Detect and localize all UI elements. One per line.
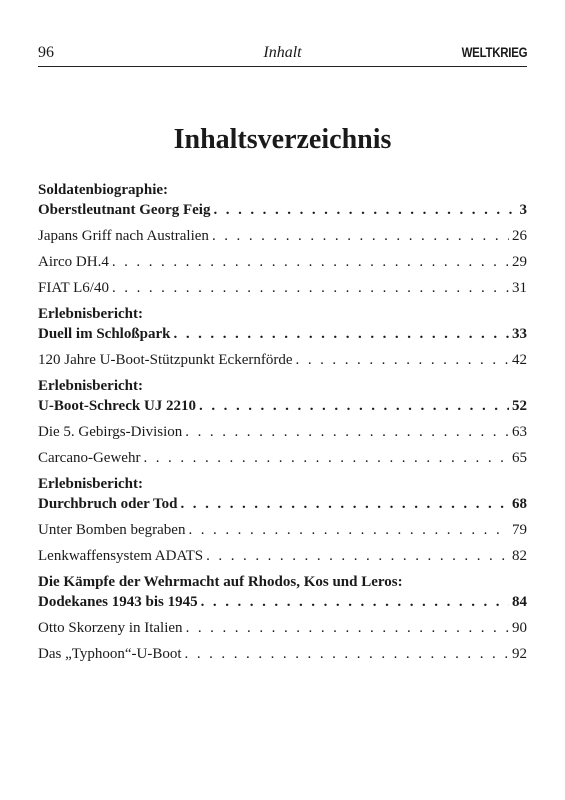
toc-entry-page: 90 bbox=[512, 620, 527, 636]
toc-entry-kicker: Soldatenbiographie: bbox=[38, 182, 169, 198]
toc-entry bbox=[38, 350, 527, 370]
dot-leader bbox=[186, 618, 509, 638]
toc-entry-page: 26 bbox=[512, 228, 527, 244]
toc-entry bbox=[38, 520, 527, 540]
toc-entry bbox=[38, 448, 527, 468]
toc-line bbox=[38, 644, 527, 664]
toc-entry-page: 42 bbox=[512, 352, 527, 368]
toc-line bbox=[38, 592, 527, 612]
toc-entry bbox=[38, 180, 527, 220]
dot-leader bbox=[206, 546, 509, 566]
toc-entry-page: 84 bbox=[512, 594, 527, 610]
toc-entry bbox=[38, 252, 527, 272]
dot-leader bbox=[188, 520, 509, 540]
dot-leader bbox=[185, 644, 509, 664]
toc-entry bbox=[38, 618, 527, 638]
dot-leader bbox=[185, 422, 509, 442]
dot-leader bbox=[199, 396, 509, 416]
toc-line bbox=[38, 520, 527, 540]
toc-entry-kicker: Erlebnisbericht: bbox=[38, 378, 143, 394]
toc-entry-page: 68 bbox=[512, 496, 527, 512]
toc-entry-title: Otto Skorzeny in Italien bbox=[38, 620, 183, 636]
toc-entry-title: Unter Bomben begraben bbox=[38, 522, 186, 538]
toc-entry-page: 82 bbox=[512, 548, 527, 564]
toc-entry bbox=[38, 474, 527, 514]
toc-line bbox=[38, 494, 527, 514]
toc-entry-title: Oberstleutnant Georg Feig bbox=[38, 202, 211, 218]
toc-line bbox=[38, 278, 527, 298]
toc-entry bbox=[38, 422, 527, 442]
dot-leader bbox=[143, 448, 509, 468]
magazine-name: WELTKRIEG bbox=[461, 45, 527, 60]
toc-line bbox=[38, 200, 527, 220]
toc-entry-page: 3 bbox=[519, 202, 527, 218]
toc-entry bbox=[38, 304, 527, 344]
toc-line bbox=[38, 396, 527, 416]
toc-entry-title: Duell im Schloßpark bbox=[38, 326, 171, 342]
toc-entry-page: 29 bbox=[512, 254, 527, 270]
dot-leader bbox=[112, 278, 509, 298]
toc-entry-title: Die 5. Gebirgs-Division bbox=[38, 424, 183, 440]
toc-entry-page: 52 bbox=[512, 398, 527, 414]
toc-entry-page: 31 bbox=[512, 280, 527, 296]
toc-line bbox=[38, 422, 527, 442]
toc-entry bbox=[38, 376, 527, 416]
running-header bbox=[38, 42, 527, 67]
toc-line bbox=[38, 252, 527, 272]
toc-entry-page: 33 bbox=[512, 326, 527, 342]
dot-leader bbox=[296, 350, 509, 370]
toc-entry-title: Lenkwaffensystem ADATS bbox=[38, 548, 204, 564]
dot-leader bbox=[212, 226, 509, 246]
toc-entry-page: 63 bbox=[512, 424, 527, 440]
toc-entry bbox=[38, 572, 527, 612]
toc-entry-title: Carcano-Gewehr bbox=[38, 450, 141, 466]
page-number: 96 bbox=[38, 44, 54, 61]
toc-entry-page: 79 bbox=[512, 522, 527, 538]
toc-entry-title: U-Boot-Schreck UJ 2210 bbox=[38, 398, 197, 414]
toc-entry bbox=[38, 226, 527, 246]
toc-line bbox=[38, 324, 527, 344]
toc-entry-title: Japans Griff nach Australien bbox=[38, 228, 209, 244]
toc-entry bbox=[38, 546, 527, 566]
toc-entry-title: FIAT L6/40 bbox=[38, 280, 109, 296]
toc-entry-title: 120 Jahre U-Boot-Stützpunkt Eckernförde bbox=[38, 352, 293, 368]
toc-entry bbox=[38, 278, 527, 298]
table-of-contents bbox=[38, 180, 527, 670]
toc-entry-title: Airco DH.4 bbox=[38, 254, 109, 270]
section-title: Inhalt bbox=[263, 44, 302, 61]
toc-entry-kicker: Erlebnisbericht: bbox=[38, 306, 143, 322]
toc-entry-kicker: Erlebnisbericht: bbox=[38, 476, 143, 492]
dot-leader bbox=[174, 324, 509, 344]
toc-line bbox=[38, 448, 527, 468]
dot-leader bbox=[181, 494, 510, 514]
toc-entry-title: Das „Typhoon“-U-Boot bbox=[38, 646, 182, 662]
toc-entry-title: Durchbruch oder Tod bbox=[38, 496, 178, 512]
dot-leader bbox=[213, 200, 516, 220]
page-title: Inhaltsverzeichnis bbox=[173, 124, 392, 155]
toc-entry-title: Dodekanes 1943 bis 1945 bbox=[38, 594, 198, 610]
toc-entry-page: 92 bbox=[512, 646, 527, 662]
dot-leader bbox=[201, 592, 509, 612]
toc-entry bbox=[38, 644, 527, 664]
toc-line bbox=[38, 546, 527, 566]
toc-line bbox=[38, 350, 527, 370]
toc-entry-page: 65 bbox=[512, 450, 527, 466]
dot-leader bbox=[112, 252, 509, 272]
toc-line bbox=[38, 226, 527, 246]
toc-line bbox=[38, 618, 527, 638]
toc-entry-kicker: Die Kämpfe der Wehrmacht auf Rhodos, Kos und Leros: bbox=[38, 574, 403, 590]
